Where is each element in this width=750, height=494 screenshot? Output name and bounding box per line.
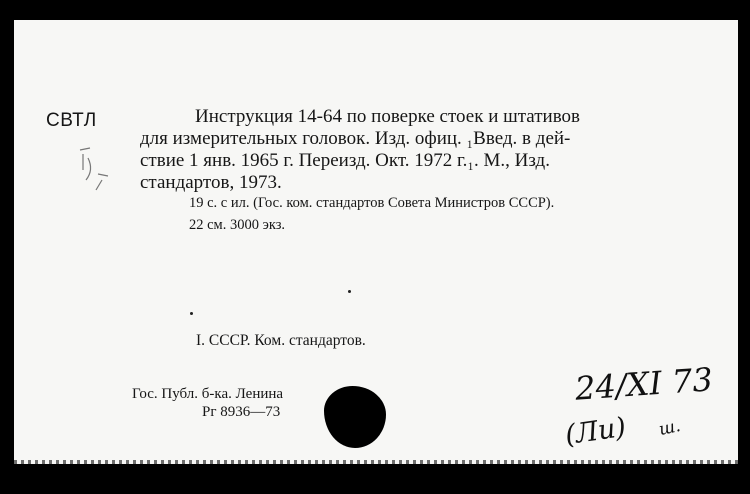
tracing: I. СССР. Ком. стандартов. xyxy=(196,332,366,349)
entry-line-3: ствие 1 янв. 1965 г. Переизд. Окт. 1972 г.₁. М., Изд. xyxy=(140,150,550,171)
entry-line-2: для измерительных головок. Изд. офиц. ₁Введ. в дей- xyxy=(140,128,571,149)
call-number: СВТЛ xyxy=(46,110,97,131)
collation-line-1: 19 с. с ил. (Гос. ком. стандартов Совета Министров СССР). xyxy=(189,195,555,211)
handwritten-date: 24/XI 73 xyxy=(573,360,714,408)
entry-line-4: стандартов, 1973. xyxy=(140,172,282,193)
library-line-1: Гос. Публ. б-ка. Ленина xyxy=(132,386,284,402)
ink-blot xyxy=(324,386,386,448)
handwritten-initials: (Ли) xyxy=(563,411,628,452)
entry-line-1: Инструкция 14-64 по поверке стоек и штативов xyxy=(195,106,581,127)
speck xyxy=(348,290,351,293)
handwritten-mark: ш. xyxy=(657,415,683,441)
library-line-2: Рг 8936—73 xyxy=(202,404,281,420)
faint-pencil-mark xyxy=(74,140,114,200)
collation-line-2: 22 см. 3000 экз. xyxy=(189,217,286,233)
speck xyxy=(190,312,193,315)
catalog-card xyxy=(14,20,738,464)
